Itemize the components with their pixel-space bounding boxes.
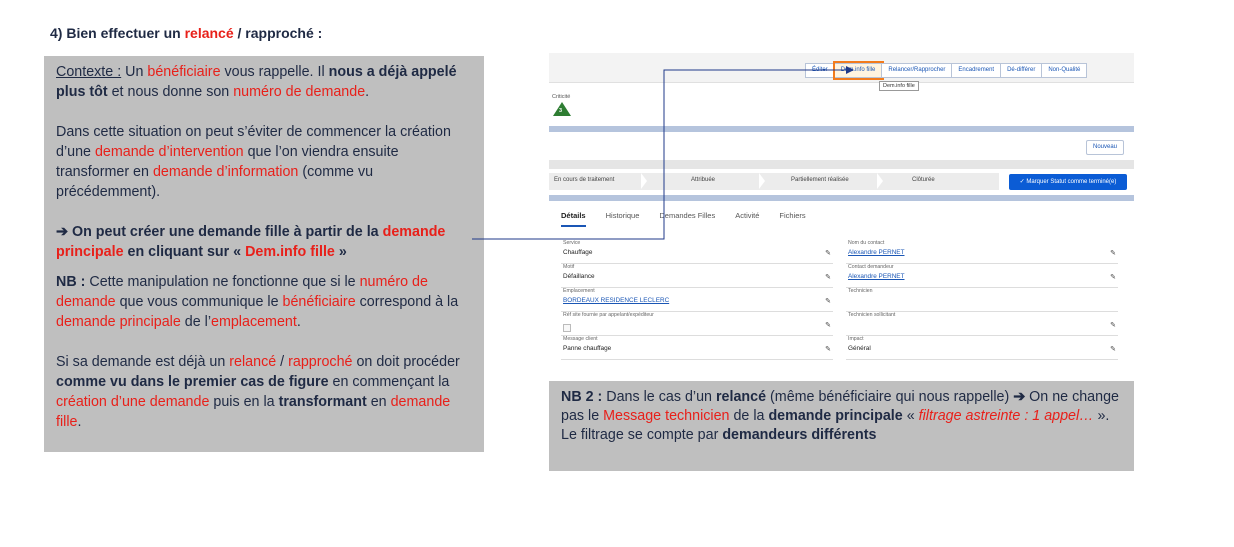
edit-pencil-icon[interactable]: ✎	[825, 346, 831, 353]
divider-band	[549, 126, 1134, 132]
edit-pencil-icon[interactable]: ✎	[1110, 250, 1116, 257]
status-path	[549, 173, 999, 190]
status-step[interactable]: Clôturée	[912, 177, 935, 183]
chevron-right-icon	[877, 173, 883, 189]
relance-paragraph: Si sa demande est déjà un relancé / rapproché on doit procéder comme vu dans le premier cas de figure en commençant la création d’une demande puis en la transformant en demande fille.	[56, 354, 460, 430]
record-tabs	[561, 211, 826, 227]
field-service: Service Chauffage ✎	[561, 240, 833, 264]
situation-paragraph: Dans cette situation on peut s’éviter de commencer la création d’une demande d’intervention que l’on viendra ensuite transformer en demande d’information (comme vu précédemment).	[56, 124, 451, 200]
de-differer-button[interactable]: Dé-différer	[1001, 63, 1042, 78]
tab-details[interactable]: Détails	[561, 211, 586, 227]
tab-activite[interactable]: Activité	[735, 211, 760, 220]
edit-pencil-icon[interactable]: ✎	[825, 250, 831, 257]
tab-fichiers[interactable]: Fichiers	[779, 211, 806, 220]
field-message-client: Message client Panne chauffage ✎	[561, 336, 833, 360]
divider-band	[549, 160, 1134, 169]
field-contact-demandeur: Contact demandeur Alexandre PERNET ✎	[846, 264, 1118, 288]
nb2-panel: NB 2 : Dans le cas d’un relancé (même bénéficiaire qui nous rappelle) ➔ On ne change pas le Message technicien de la demande principale « filtrage astreinte : 1 appel… ». Le filtrage se compte par demandeurs différents	[549, 381, 1134, 471]
status-step[interactable]: En cours de traitement	[554, 177, 615, 183]
encadrement-button[interactable]: Encadrement	[952, 63, 1001, 78]
field-emplacement: Emplacement BORDEAUX RESIDENCE LECLERC ✎	[561, 288, 833, 312]
chevron-right-icon	[759, 173, 765, 189]
instruction-paragraph: ➔ On peut créer une demande fille à partir de la demande principale en cliquant sur « Dem.info fille »	[56, 224, 446, 260]
arrow-icon: ➔	[1013, 389, 1026, 405]
tab-historique[interactable]: Historique	[605, 211, 640, 220]
arrow-icon: ➔	[56, 224, 68, 240]
non-qualite-button[interactable]: Non-Qualité	[1042, 63, 1087, 78]
edit-pencil-icon[interactable]: ✎	[1110, 346, 1116, 353]
field-nom-contact: Nom du contact Alexandre PERNET ✎	[846, 240, 1118, 264]
nb-paragraph: NB : Cette manipulation ne fonctionne que si le numéro de demande que vous communique le bénéficiaire correspond à la demande principale de l’emplacement.	[56, 274, 459, 330]
divider-band	[549, 195, 1134, 201]
field-ref-site: Réf site fournie par appelant/expéditeur ✎	[561, 312, 833, 336]
record-header	[549, 53, 1134, 83]
edit-pencil-icon[interactable]: ✎	[825, 274, 831, 281]
edit-pencil-icon[interactable]: ✎	[1110, 322, 1116, 329]
edit-pencil-icon[interactable]: ✎	[1110, 274, 1116, 281]
edit-pencil-icon[interactable]: ✎	[825, 322, 831, 329]
dem-info-fille-button[interactable]: Dem.info fille	[835, 63, 883, 78]
crm-screenshot	[549, 53, 1134, 360]
status-step[interactable]: Partiellement réalisée	[791, 177, 849, 183]
criticite-value: 3	[559, 108, 563, 114]
context-paragraph: Contexte : Un bénéficiaire vous rappelle. Il nous a déjà appelé plus tôt et nous donne son numéro de demande.	[56, 64, 457, 100]
mark-complete-button[interactable]: ✓ Marquer Statut comme terminé(e)	[1009, 174, 1127, 190]
chevron-right-icon	[641, 173, 647, 189]
nouveau-button[interactable]: Nouveau	[1086, 140, 1124, 155]
tooltip: Dem.info fille	[879, 81, 919, 91]
field-motif: Motif Défaillance ✎	[561, 264, 833, 288]
field-technicien: Technicien	[846, 288, 1118, 312]
edit-pencil-icon[interactable]: ✎	[825, 298, 831, 305]
ref-site-checkbox[interactable]	[563, 324, 571, 332]
page-title: 4) Bien effectuer un relancé / rapproché :	[50, 25, 323, 41]
edit-button[interactable]: Éditer	[805, 63, 835, 78]
context-panel	[44, 56, 484, 452]
field-technicien-sollicitant: Technicien sollicitant ✎	[846, 312, 1118, 336]
criticite-label: Criticité	[552, 94, 571, 100]
status-step[interactable]: Attribuée	[691, 177, 716, 183]
action-button-group	[805, 63, 1087, 78]
field-impact: Impact Général ✎	[846, 336, 1118, 360]
tab-demandes-filles[interactable]: Demandes Filles	[659, 211, 716, 220]
relancer-rapprocher-button[interactable]: Relancer/Rapprocher	[882, 63, 952, 78]
